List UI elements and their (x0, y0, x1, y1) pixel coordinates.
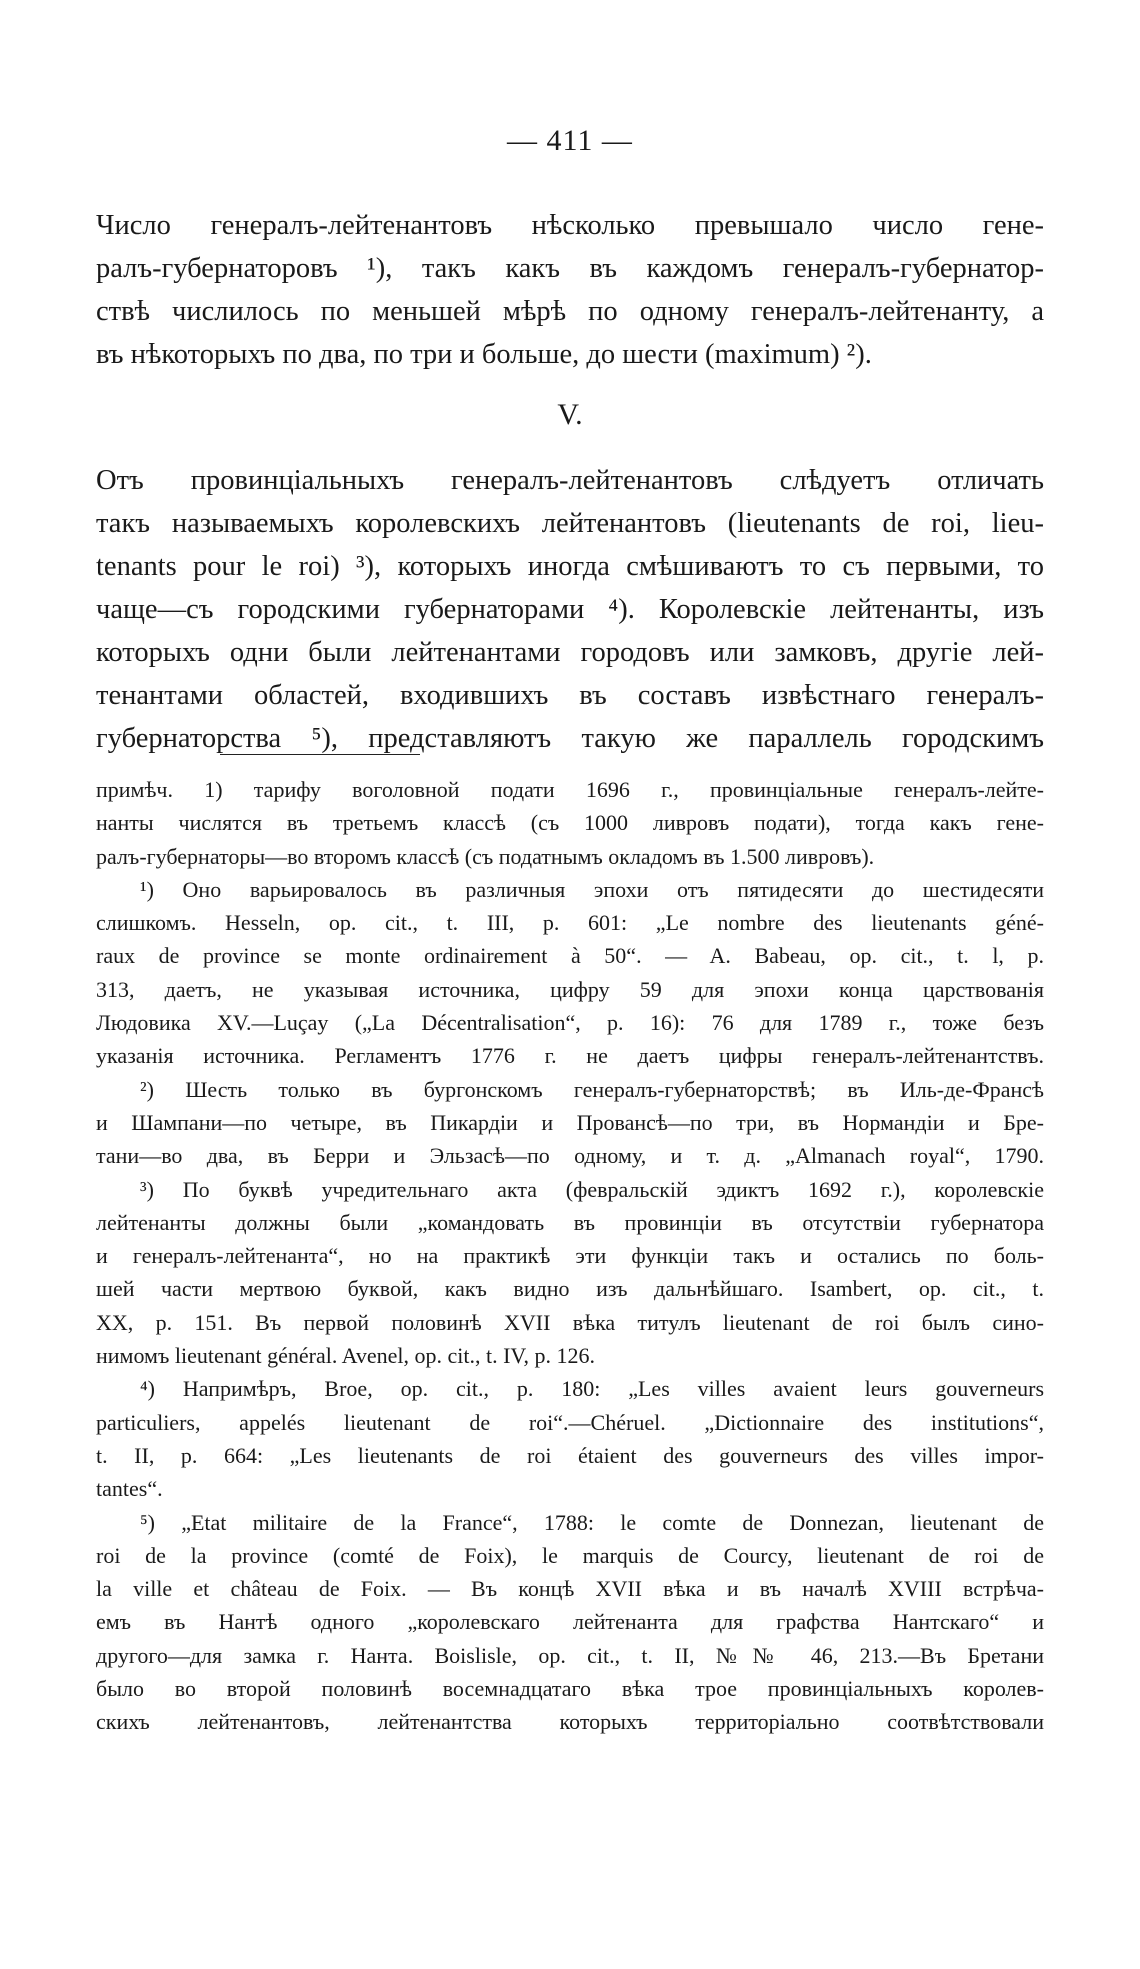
footnote-line: raux de province se monte ordinairement à 50“. — A. Babeau, op. cit., t. l, p. (96, 943, 1044, 969)
footnote-3 (96, 1173, 1044, 1373)
footnote-line: ³) По буквѣ учредительнаго акта (февральскій эдиктъ 1692 г.), королевскіе (140, 1176, 1044, 1202)
footnotes (96, 773, 1044, 1739)
footnote-note (96, 773, 1044, 873)
footnote-line: XX, p. 151. Въ первой половинѣ XVII вѣка титулъ lieutenant de roi былъ сино- (96, 1309, 1045, 1335)
footnote-line: скихъ лейтенантовъ, лейтенантства которыхъ территоріально соотвѣтствовали (96, 1709, 1044, 1735)
footnote-line: ⁵) „Etat militaire de la France“, 1788: le comte de Donnezan, lieutenant de (140, 1509, 1044, 1535)
text-line: ствѣ числилось по меньшей мѣрѣ по одному генералъ-лейтенанту, а (96, 296, 1044, 327)
footnote-line: ⁴) Напримѣръ, Broe, op. cit., p. 180: „Les villes avaient leurs gouverneurs (140, 1376, 1044, 1402)
text-line: ралъ-губернаторовъ ¹), такъ какъ въ каждомъ генералъ-губернатор- (96, 253, 1044, 284)
text-line: губернаторства ⁵), представляютъ такую же параллель городскимъ (96, 723, 1044, 754)
footnote-line: la ville et château de Foix. — Въ концѣ XVII вѣка и въ началѣ XVIII встрѣча- (96, 1576, 1044, 1602)
footnote-line: тани—во два, въ Берри и Эльзасѣ—по одному, и т. д. „Almanach royal“, 1790. (96, 1143, 1044, 1169)
footnote-line: ралъ-губернаторы—во второмъ классѣ (съ податнымъ окладомъ въ 1.500 ливровъ). (96, 843, 875, 869)
footnote-line: примѣч. 1) тарифу воголовной подати 1696 г., провинціальные генералъ-лейте- (96, 777, 1044, 802)
page-number: — 411 — (507, 124, 633, 157)
section-heading: V. (557, 398, 583, 431)
text-line: tenants pour le roi) ³), которыхъ иногда смѣшиваютъ то съ первыми, то (96, 551, 1044, 582)
text-line: тенантами областей, входившихъ въ составъ извѣстнаго генералъ- (96, 680, 1044, 711)
paragraph-2 (96, 459, 1044, 760)
text-line: Отъ провинціальныхъ генералъ-лейтенантовъ слѣдуетъ отличать (96, 465, 1044, 496)
text-line: чаще—съ городскими губернаторами ⁴). Королевскіе лейтенанты, изъ (96, 594, 1044, 625)
footnote-line: нимомъ lieutenant général. Avenel, op. cit., t. IV, p. 126. (96, 1343, 595, 1369)
footnote-line: t. II, p. 664: „Les lieutenants de roi étaient des gouverneurs des villes impor- (96, 1442, 1044, 1468)
text-line: въ нѣкоторыхъ по два, по три и больше, до шести (maximum) ²). (96, 339, 872, 370)
footnote-line: указанія источника. Регламентъ 1776 г. не даетъ цифры генералъ-лейтенантствъ. (96, 1043, 1044, 1069)
footnote-line: tantes“. (96, 1476, 163, 1502)
footnote-line: и Шампани—по четыре, въ Пикардіи и Провансѣ—по три, въ Нормандіи и Бре- (96, 1109, 1044, 1135)
footnote-line: Людовика XV.—Luçay („La Décentralisation“, p. 16): 76 для 1789 г., тоже безъ (96, 1010, 1044, 1036)
text-line: такъ называемыхъ королевскихъ лейтенантовъ (lieutenants de roi, lieu- (96, 508, 1044, 539)
footnote-1 (96, 873, 1044, 1073)
footnote-line: 313, даетъ, не указывая источника, цифру 59 для эпохи конца царствованія (96, 976, 1044, 1002)
footnote-4 (96, 1372, 1044, 1505)
footnote-2 (96, 1073, 1044, 1173)
footnote-line: слишкомъ. Hesseln, op. cit., t. III, p. 601: „Le nombre des lieutenants géné- (96, 910, 1044, 936)
footnote-divider (220, 754, 420, 755)
footnote-5 (96, 1506, 1044, 1739)
text-line: которыхъ одни были лейтенантами городовъ или замковъ, другіе лей- (96, 637, 1044, 668)
footnote-line: roi de la province (comté de Foix), le marquis de Courcy, lieutenant de roi de (96, 1542, 1044, 1568)
footnote-line: и генералъ-лейтенанта“, но на практикѣ эти функціи такъ и остались по боль- (96, 1243, 1044, 1269)
footnote-line: было во второй половинѣ восемнадцатаго вѣка трое провинціальныхъ королев- (96, 1676, 1044, 1702)
footnote-line: ¹) Оно варьировалось въ различныя эпохи отъ пятидесяти до шестидесяти (140, 876, 1044, 902)
text-line: Число генералъ-лейтенантовъ нѣсколько превышало число гене- (96, 210, 1044, 241)
footnote-line: particuliers, appelés lieutenant de roi“.—Chéruel. „Dictionnaire des institutions“, (96, 1409, 1044, 1435)
footnote-line: шей части мертвою буквой, какъ видно изъ дальнѣйшаго. Isambert, op. cit., t. (96, 1276, 1044, 1302)
paragraph-1 (96, 204, 1044, 376)
footnote-line: другого—для замка г. Нанта. Boislisle, op. cit., t. II, №№ 46, 213.—Въ Бретани (96, 1642, 1044, 1668)
footnote-line: емъ въ Нантѣ одного „королевскаго лейтенанта для графства Нантскаго“ и (96, 1609, 1044, 1635)
footnote-line: лейтенанты должны были „командовать въ провинціи въ отсутствіи губернатора (96, 1209, 1044, 1235)
footnote-line: нанты числятся въ третьемъ классѣ (съ 1000 ливровъ подати), тогда какъ гене- (96, 810, 1044, 836)
footnote-line: ²) Шесть только въ бургонскомъ генералъ-губернаторствѣ; въ Иль-де-Франсѣ (140, 1076, 1044, 1102)
